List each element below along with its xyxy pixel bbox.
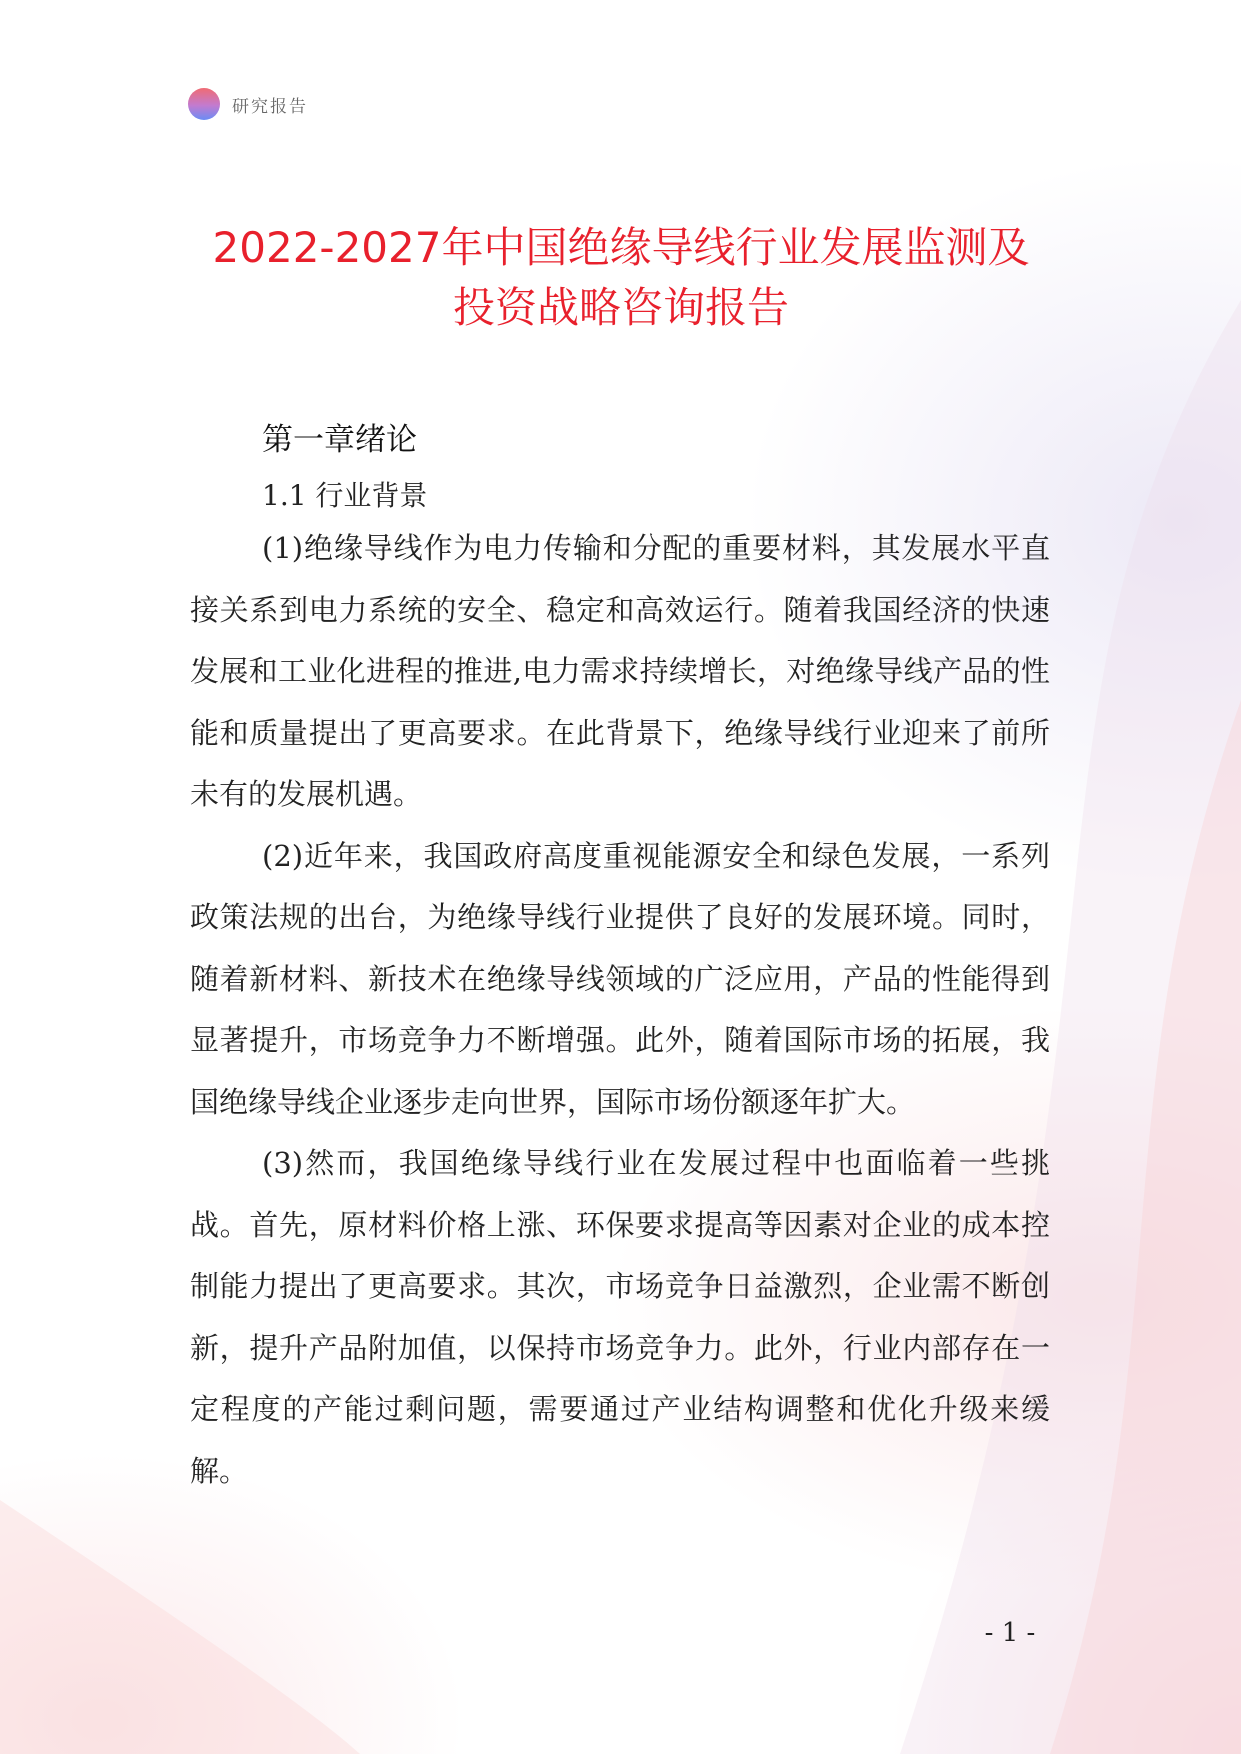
report-logo-icon bbox=[188, 88, 220, 120]
section-heading: 1.1 行业背景 bbox=[262, 479, 428, 512]
chapter-heading: 第一章绪论 bbox=[262, 422, 417, 458]
report-header bbox=[188, 88, 308, 120]
document-title bbox=[150, 218, 1092, 338]
paragraph-1: (1)绝缘导线作为电力传输和分配的重要材料，其发展水平直接关系到电力系统的安全、稳定和高效运行。随着我国经济的快速发展和工业化进程的推进,电力需求持续增长，对绝缘导线产品的性能和质量提出了更高要求。在此背景下，绝缘导线行业迎来了前所未有的发展机遇。 bbox=[190, 531, 1050, 811]
page-number: - 1 - bbox=[984, 1618, 1036, 1648]
title-line-1: 2022-2027年中国绝缘导线行业发展监测及 bbox=[212, 223, 1030, 272]
paragraph-2: (2)近年来，我国政府高度重视能源安全和绿色发展，一系列政策法规的出台，为绝缘导线行业提供了良好的发展环境。同时，随着新材料、新技术在绝缘导线领域的广泛应用，产品的性能得到显著提升，市场竞争力不断增强。此外，随着国际市场的拓展，我国绝缘导线企业逐步走向世界，国际市场份额逐年扩大。 bbox=[190, 838, 1050, 1119]
header-label: 研究报告 bbox=[232, 96, 308, 117]
title-line-2: 投资战略咨询报告 bbox=[452, 283, 789, 332]
paragraph-3: (3)然而，我国绝缘导线行业在发展过程中也面临着一些挑战。首先，原材料价格上涨、环保要求提高等因素对企业的成本控制能力提出了更高要求。其次，市场竞争日益激烈，企业需不断创新，提升产品附加值，以保持市场竞争力。此外，行业内部存在一定程度的产能过剩问题，需要通过产业结构调整和优化升级来缓解。 bbox=[190, 1146, 1050, 1488]
document-body bbox=[190, 420, 1050, 1502]
